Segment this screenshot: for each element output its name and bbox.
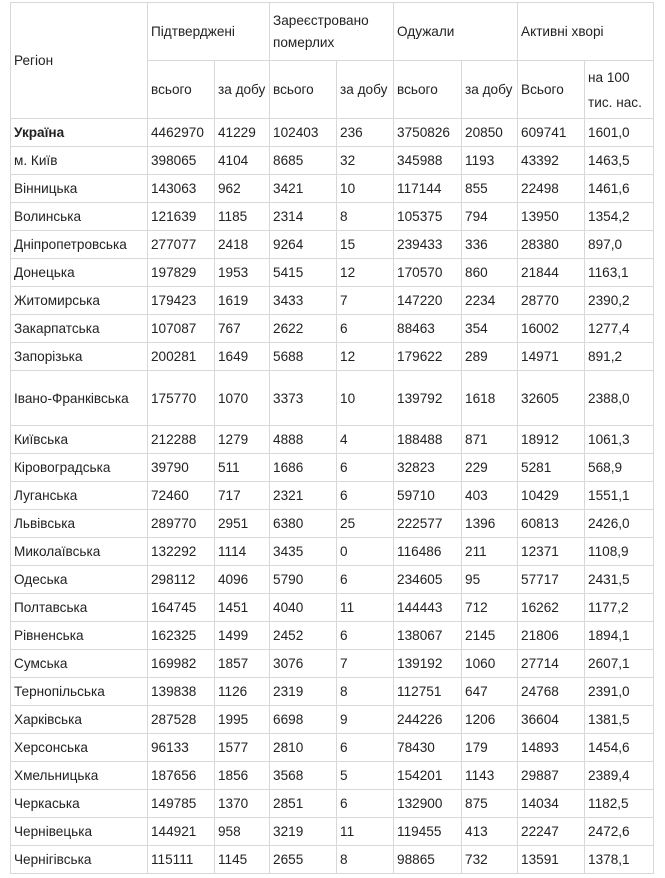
cell-recovered-per-day: 95	[462, 566, 518, 594]
cell-recovered-total: 116486	[394, 538, 462, 566]
cell-deaths-per-day: 11	[337, 594, 394, 622]
cell-recovered-per-day: 1206	[462, 706, 518, 734]
cell-recovered-total: 132900	[394, 790, 462, 818]
cell-active-total: 29887	[518, 762, 585, 790]
cell-deaths-per-day: 6	[337, 315, 394, 343]
cell-deaths-per-day: 25	[337, 510, 394, 538]
cell-active-total: 60813	[518, 510, 585, 538]
cell-confirmed-per-day: 1649	[215, 343, 270, 371]
cell-confirmed-per-day: 1577	[215, 734, 270, 762]
cell-active-total: 16262	[518, 594, 585, 622]
cell-recovered-per-day: 875	[462, 790, 518, 818]
cell-recovered-per-day: 289	[462, 343, 518, 371]
cell-confirmed-per-day: 1370	[215, 790, 270, 818]
cell-deaths-total: 2452	[270, 622, 337, 650]
cell-recovered-per-day: 732	[462, 846, 518, 874]
cell-confirmed-per-day: 1995	[215, 706, 270, 734]
cell-recovered-per-day: 1060	[462, 650, 518, 678]
cell-deaths-per-day: 12	[337, 259, 394, 287]
cell-confirmed-per-day: 41229	[215, 119, 270, 147]
table-row	[11, 175, 654, 203]
cell-active-per-100k: 2426,0	[585, 510, 654, 538]
cell-confirmed-total: 149785	[148, 790, 215, 818]
cell-active-per-100k: 891,2	[585, 343, 654, 371]
cell-deaths-total: 6698	[270, 706, 337, 734]
cell-recovered-per-day: 229	[462, 454, 518, 482]
cell-recovered-total: 98865	[394, 846, 462, 874]
cell-active-per-100k: 1177,2	[585, 594, 654, 622]
cell-region: Тернопільська	[11, 678, 148, 706]
cell-active-total: 43392	[518, 147, 585, 175]
cell-active-total: 24768	[518, 678, 585, 706]
cell-active-total: 28380	[518, 231, 585, 259]
cell-recovered-per-day: 179	[462, 734, 518, 762]
cell-active-total: 16002	[518, 315, 585, 343]
cell-confirmed-per-day: 962	[215, 175, 270, 203]
cell-deaths-per-day: 10	[337, 371, 394, 426]
cell-region: Кіровоградська	[11, 454, 148, 482]
cell-deaths-per-day: 10	[337, 175, 394, 203]
cell-confirmed-total: 162325	[148, 622, 215, 650]
cell-deaths-per-day: 12	[337, 343, 394, 371]
header-active: Активні хворі	[518, 3, 654, 61]
table-row	[11, 650, 654, 678]
cell-region: Чернівецька	[11, 818, 148, 846]
cell-recovered-total: 78430	[394, 734, 462, 762]
cell-recovered-per-day: 336	[462, 231, 518, 259]
cell-deaths-per-day: 6	[337, 566, 394, 594]
table-row	[11, 203, 654, 231]
cell-recovered-per-day: 413	[462, 818, 518, 846]
cell-region: Донецька	[11, 259, 148, 287]
cell-confirmed-per-day: 1451	[215, 594, 270, 622]
cell-recovered-per-day: 855	[462, 175, 518, 203]
cell-confirmed-per-day: 1279	[215, 426, 270, 454]
cell-deaths-per-day: 11	[337, 818, 394, 846]
cell-recovered-total: 59710	[394, 482, 462, 510]
cell-deaths-total: 3219	[270, 818, 337, 846]
cell-recovered-per-day: 211	[462, 538, 518, 566]
cell-confirmed-total: 175770	[148, 371, 215, 426]
cell-deaths-per-day: 8	[337, 846, 394, 874]
cell-active-total: 28770	[518, 287, 585, 315]
cell-recovered-total: 112751	[394, 678, 462, 706]
cell-recovered-total: 222577	[394, 510, 462, 538]
cell-recovered-total: 345988	[394, 147, 462, 175]
cell-active-total: 10429	[518, 482, 585, 510]
cell-region: Полтавська	[11, 594, 148, 622]
table-row	[11, 147, 654, 175]
cell-confirmed-per-day: 1126	[215, 678, 270, 706]
table-row	[11, 454, 654, 482]
cell-deaths-per-day: 7	[337, 287, 394, 315]
cell-active-total: 21844	[518, 259, 585, 287]
cell-deaths-total: 3076	[270, 650, 337, 678]
cell-confirmed-per-day: 1114	[215, 538, 270, 566]
cell-deaths-total: 3435	[270, 538, 337, 566]
cell-deaths-total: 6380	[270, 510, 337, 538]
cell-active-total: 12371	[518, 538, 585, 566]
cell-confirmed-total: 398065	[148, 147, 215, 175]
cell-region: Житомирська	[11, 287, 148, 315]
header-region: Регіон	[11, 3, 148, 119]
cell-recovered-total: 138067	[394, 622, 462, 650]
cell-active-per-100k: 2388,0	[585, 371, 654, 426]
cell-confirmed-total: 72460	[148, 482, 215, 510]
cell-deaths-total: 3433	[270, 287, 337, 315]
cell-confirmed-total: 139838	[148, 678, 215, 706]
table-row	[11, 287, 654, 315]
cell-active-per-100k: 1894,1	[585, 622, 654, 650]
cell-confirmed-total: 197829	[148, 259, 215, 287]
cell-region: Харківська	[11, 706, 148, 734]
cell-recovered-total: 147220	[394, 287, 462, 315]
cell-confirmed-per-day: 1145	[215, 846, 270, 874]
cell-region: Закарпатська	[11, 315, 148, 343]
cell-recovered-total: 154201	[394, 762, 462, 790]
cell-region: Вінницька	[11, 175, 148, 203]
cell-deaths-total: 2321	[270, 482, 337, 510]
cell-deaths-total: 2810	[270, 734, 337, 762]
cell-recovered-per-day: 712	[462, 594, 518, 622]
cell-deaths-per-day: 4	[337, 426, 394, 454]
cell-confirmed-total: 144921	[148, 818, 215, 846]
cell-deaths-total: 8685	[270, 147, 337, 175]
cell-confirmed-per-day: 767	[215, 315, 270, 343]
cell-confirmed-total: 107087	[148, 315, 215, 343]
cell-deaths-total: 3421	[270, 175, 337, 203]
cell-confirmed-total: 179423	[148, 287, 215, 315]
cell-active-total: 5281	[518, 454, 585, 482]
cell-recovered-total: 170570	[394, 259, 462, 287]
cell-active-per-100k: 1601,0	[585, 119, 654, 147]
cell-confirmed-per-day: 1499	[215, 622, 270, 650]
cell-confirmed-total: 287528	[148, 706, 215, 734]
cell-active-per-100k: 2472,6	[585, 818, 654, 846]
cell-deaths-total: 2851	[270, 790, 337, 818]
cell-confirmed-total: 200281	[148, 343, 215, 371]
table-row	[11, 426, 654, 454]
cell-confirmed-total: 132292	[148, 538, 215, 566]
cell-deaths-total: 2622	[270, 315, 337, 343]
cell-active-total: 13591	[518, 846, 585, 874]
cell-region: Черкаська	[11, 790, 148, 818]
cell-recovered-total: 32823	[394, 454, 462, 482]
cell-region: Одеська	[11, 566, 148, 594]
cell-region: Луганська	[11, 482, 148, 510]
cell-active-per-100k: 2389,4	[585, 762, 654, 790]
cell-deaths-per-day: 6	[337, 734, 394, 762]
cell-deaths-per-day: 236	[337, 119, 394, 147]
cell-recovered-per-day: 794	[462, 203, 518, 231]
cell-confirmed-total: 96133	[148, 734, 215, 762]
header-deaths: Зареєстровано померлих	[270, 3, 394, 61]
subheader-active-per-100k: на 100 тис. нас.	[585, 61, 654, 119]
cell-recovered-per-day: 871	[462, 426, 518, 454]
table-row	[11, 566, 654, 594]
cell-active-total: 22247	[518, 818, 585, 846]
cell-region: Чернігівська	[11, 846, 148, 874]
cell-recovered-total: 105375	[394, 203, 462, 231]
cell-recovered-per-day: 647	[462, 678, 518, 706]
cell-confirmed-per-day: 2418	[215, 231, 270, 259]
cell-recovered-total: 139792	[394, 371, 462, 426]
table-row	[11, 510, 654, 538]
cell-active-per-100k: 897,0	[585, 231, 654, 259]
cell-recovered-total: 179622	[394, 343, 462, 371]
cell-active-total: 18912	[518, 426, 585, 454]
subheader-deaths-total: всього	[270, 61, 337, 119]
cell-confirmed-total: 298112	[148, 566, 215, 594]
cell-region: Рівненська	[11, 622, 148, 650]
cell-active-total: 22498	[518, 175, 585, 203]
cell-confirmed-total: 169982	[148, 650, 215, 678]
cell-active-per-100k: 1378,1	[585, 846, 654, 874]
cell-confirmed-total: 277077	[148, 231, 215, 259]
cell-deaths-per-day: 6	[337, 454, 394, 482]
cell-confirmed-per-day: 1619	[215, 287, 270, 315]
cell-region: Миколаївська	[11, 538, 148, 566]
cell-active-per-100k: 2390,2	[585, 287, 654, 315]
cell-recovered-total: 144443	[394, 594, 462, 622]
cell-recovered-total: 139192	[394, 650, 462, 678]
table-row	[11, 343, 654, 371]
table-row	[11, 538, 654, 566]
cell-confirmed-total: 121639	[148, 203, 215, 231]
subheader-recovered-per-day: за добу	[462, 61, 518, 119]
cell-region: Дніпропетровська	[11, 231, 148, 259]
cell-recovered-total: 3750826	[394, 119, 462, 147]
subheader-deaths-per-day: за добу	[337, 61, 394, 119]
cell-active-total: 14034	[518, 790, 585, 818]
subheader-active-total: Всього	[518, 61, 585, 119]
cell-confirmed-per-day: 511	[215, 454, 270, 482]
cell-confirmed-per-day: 1857	[215, 650, 270, 678]
cell-active-per-100k: 1061,3	[585, 426, 654, 454]
cell-active-per-100k: 568,9	[585, 454, 654, 482]
cell-deaths-total: 4888	[270, 426, 337, 454]
cell-active-total: 36604	[518, 706, 585, 734]
cell-deaths-total: 5415	[270, 259, 337, 287]
cell-confirmed-per-day: 958	[215, 818, 270, 846]
table-row	[11, 790, 654, 818]
cell-active-per-100k: 1277,4	[585, 315, 654, 343]
cell-recovered-total: 117144	[394, 175, 462, 203]
table-row	[11, 231, 654, 259]
cell-region: Волинська	[11, 203, 148, 231]
cell-recovered-per-day: 1143	[462, 762, 518, 790]
table-row	[11, 622, 654, 650]
cell-region: Київська	[11, 426, 148, 454]
table-row	[11, 734, 654, 762]
cell-region: Івано-Франківська	[11, 371, 148, 426]
cell-active-per-100k: 1163,1	[585, 259, 654, 287]
cell-region: Україна	[11, 119, 148, 147]
cell-deaths-total: 3568	[270, 762, 337, 790]
cell-deaths-per-day: 32	[337, 147, 394, 175]
cell-recovered-per-day: 2145	[462, 622, 518, 650]
cell-active-per-100k: 1108,9	[585, 538, 654, 566]
cell-active-total: 21806	[518, 622, 585, 650]
cell-active-per-100k: 1454,6	[585, 734, 654, 762]
cell-active-per-100k: 2431,5	[585, 566, 654, 594]
cell-recovered-per-day: 2234	[462, 287, 518, 315]
cell-confirmed-per-day: 1070	[215, 371, 270, 426]
table-row	[11, 678, 654, 706]
subheader-recovered-total: всього	[394, 61, 462, 119]
cell-active-per-100k: 2391,0	[585, 678, 654, 706]
cell-confirmed-total: 212288	[148, 426, 215, 454]
cell-active-per-100k: 1354,2	[585, 203, 654, 231]
cell-active-total: 14971	[518, 343, 585, 371]
cell-active-per-100k: 1182,5	[585, 790, 654, 818]
cell-active-per-100k: 1463,5	[585, 147, 654, 175]
cell-recovered-total: 119455	[394, 818, 462, 846]
cell-region: Львівська	[11, 510, 148, 538]
subheader-confirmed-per-day: за добу	[215, 61, 270, 119]
cell-deaths-total: 2655	[270, 846, 337, 874]
cell-region: Запорізька	[11, 343, 148, 371]
cell-active-per-100k: 1551,1	[585, 482, 654, 510]
cell-recovered-total: 244226	[394, 706, 462, 734]
table-row	[11, 259, 654, 287]
table-row	[11, 315, 654, 343]
table-header	[11, 3, 654, 119]
covid-stats-table	[10, 2, 654, 874]
cell-region: м. Київ	[11, 147, 148, 175]
cell-confirmed-per-day: 717	[215, 482, 270, 510]
cell-deaths-per-day: 6	[337, 482, 394, 510]
cell-deaths-per-day: 8	[337, 678, 394, 706]
cell-recovered-per-day: 403	[462, 482, 518, 510]
cell-confirmed-total: 164745	[148, 594, 215, 622]
cell-active-per-100k: 2607,1	[585, 650, 654, 678]
cell-confirmed-total: 39790	[148, 454, 215, 482]
cell-deaths-total: 5688	[270, 343, 337, 371]
table-row	[11, 762, 654, 790]
cell-deaths-total: 3373	[270, 371, 337, 426]
cell-confirmed-per-day: 1185	[215, 203, 270, 231]
cell-active-total: 32605	[518, 371, 585, 426]
cell-recovered-per-day: 1618	[462, 371, 518, 426]
cell-confirmed-per-day: 4104	[215, 147, 270, 175]
cell-confirmed-total: 4462970	[148, 119, 215, 147]
cell-confirmed-per-day: 4096	[215, 566, 270, 594]
cell-deaths-total: 4040	[270, 594, 337, 622]
cell-deaths-total: 102403	[270, 119, 337, 147]
cell-recovered-total: 234605	[394, 566, 462, 594]
cell-deaths-total: 2319	[270, 678, 337, 706]
cell-recovered-per-day: 860	[462, 259, 518, 287]
cell-deaths-total: 1686	[270, 454, 337, 482]
cell-deaths-total: 5790	[270, 566, 337, 594]
table-row	[11, 818, 654, 846]
cell-active-per-100k: 1461,6	[585, 175, 654, 203]
table-row	[11, 482, 654, 510]
table-row	[11, 594, 654, 622]
cell-deaths-per-day: 7	[337, 650, 394, 678]
cell-active-total: 57717	[518, 566, 585, 594]
subheader-confirmed-total: всього	[148, 61, 215, 119]
covid-stats-table-container	[10, 2, 654, 874]
cell-recovered-total: 239433	[394, 231, 462, 259]
header-confirmed: Підтверджені	[148, 3, 270, 61]
table-row	[11, 371, 654, 426]
cell-recovered-per-day: 354	[462, 315, 518, 343]
cell-region: Сумська	[11, 650, 148, 678]
cell-confirmed-total: 115111	[148, 846, 215, 874]
cell-region: Херсонська	[11, 734, 148, 762]
cell-confirmed-total: 187656	[148, 762, 215, 790]
cell-deaths-total: 2314	[270, 203, 337, 231]
cell-deaths-per-day: 9	[337, 706, 394, 734]
cell-deaths-per-day: 5	[337, 762, 394, 790]
cell-recovered-total: 88463	[394, 315, 462, 343]
table-row	[11, 706, 654, 734]
cell-active-total: 609741	[518, 119, 585, 147]
cell-deaths-per-day: 15	[337, 231, 394, 259]
cell-deaths-per-day: 6	[337, 790, 394, 818]
cell-recovered-total: 188488	[394, 426, 462, 454]
cell-confirmed-per-day: 1953	[215, 259, 270, 287]
cell-confirmed-total: 289770	[148, 510, 215, 538]
cell-recovered-per-day: 1193	[462, 147, 518, 175]
cell-deaths-per-day: 8	[337, 203, 394, 231]
cell-active-per-100k: 1381,5	[585, 706, 654, 734]
table-row	[11, 846, 654, 874]
cell-region: Хмельницька	[11, 762, 148, 790]
table-row	[11, 119, 654, 147]
cell-active-total: 27714	[518, 650, 585, 678]
cell-active-total: 14893	[518, 734, 585, 762]
cell-recovered-per-day: 20850	[462, 119, 518, 147]
table-body	[11, 119, 654, 874]
header-recovered: Одужали	[394, 3, 518, 61]
cell-deaths-total: 9264	[270, 231, 337, 259]
cell-confirmed-per-day: 1856	[215, 762, 270, 790]
cell-deaths-per-day: 6	[337, 622, 394, 650]
cell-recovered-per-day: 1396	[462, 510, 518, 538]
cell-confirmed-total: 143063	[148, 175, 215, 203]
cell-confirmed-per-day: 2951	[215, 510, 270, 538]
cell-deaths-per-day: 0	[337, 538, 394, 566]
cell-active-total: 13950	[518, 203, 585, 231]
